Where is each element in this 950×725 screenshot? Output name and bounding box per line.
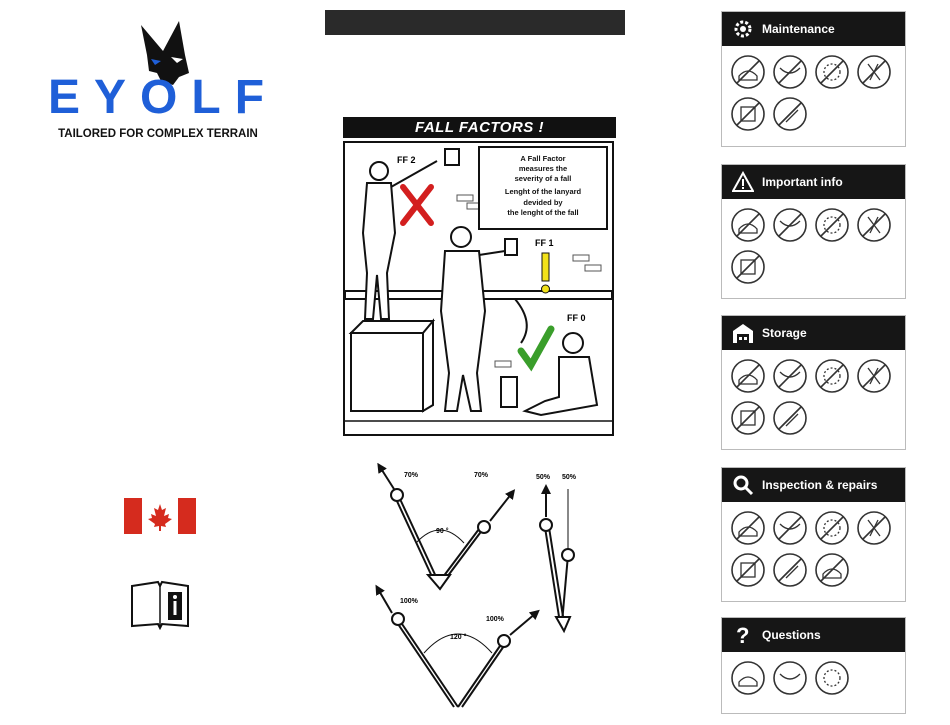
warehouse-icon — [732, 322, 754, 344]
no-sharp-edge-icon — [730, 207, 766, 243]
no-wring-icon — [772, 54, 808, 90]
no-humid-icon — [814, 358, 850, 394]
no-repair-icon — [856, 510, 892, 546]
no-cut-strap-icon — [772, 510, 808, 546]
anchor-angle: 90 ° — [436, 528, 449, 535]
panel-symbols — [722, 502, 905, 598]
panel-inspection-repairs — [721, 467, 906, 602]
anchor-angle: 120 ° — [450, 634, 467, 641]
no-dry-clean-icon — [814, 54, 850, 90]
no-modify-icon — [814, 510, 850, 546]
no-dirt-icon — [772, 358, 808, 394]
anchor-pct: 70% — [474, 472, 489, 479]
no-crush-icon — [856, 358, 892, 394]
anchor-pct: 50% — [562, 474, 577, 481]
no-machine-dry-icon — [730, 96, 766, 132]
page-title — [325, 10, 625, 35]
panel-title: Questions — [762, 628, 821, 642]
panel-title: Important info — [762, 175, 843, 189]
ff2-label: FF 2 — [397, 155, 416, 165]
warning-icon — [732, 171, 754, 193]
panel-symbols — [722, 199, 905, 295]
no-heat-icon — [814, 207, 850, 243]
read-manual-icon — [130, 580, 190, 630]
canada-flag-icon — [124, 498, 196, 534]
store-icon — [730, 660, 766, 696]
panel-header — [722, 618, 905, 652]
no-torn-icon — [772, 552, 808, 588]
anchor-angle-diagrams — [340, 455, 600, 720]
svg-text:?: ? — [736, 624, 750, 646]
no-damage-icon — [730, 510, 766, 546]
panel-header — [722, 165, 905, 199]
no-solvent-icon — [772, 96, 808, 132]
gear-icon — [732, 18, 754, 40]
info-line: severity of a fall — [514, 174, 572, 184]
info-line: A Fall Factor — [520, 154, 566, 163]
panel-symbols — [722, 350, 905, 446]
email-icon — [772, 660, 808, 696]
no-cut-icon — [730, 249, 766, 285]
panel-header — [722, 12, 905, 46]
no-heat-source-icon — [772, 400, 808, 436]
anchor-pct: 50% — [536, 474, 551, 481]
brand-tagline: TAILORED FOR COMPLEX TERRAIN — [58, 128, 258, 140]
hand-wash-icon — [730, 54, 766, 90]
temperature-icon — [730, 400, 766, 436]
panel-header — [722, 316, 905, 350]
panel-maintenance — [721, 11, 906, 147]
anchor-pct: 100% — [400, 598, 418, 605]
panel-title: Storage — [762, 326, 807, 340]
info-line: Lenght of the lanyard — [504, 187, 582, 197]
panel-questions — [721, 617, 906, 714]
anchor-pct: 100% — [486, 616, 504, 623]
question-icon — [732, 624, 754, 646]
magnifier-icon — [732, 474, 754, 496]
no-stretch-icon — [730, 552, 766, 588]
panel-header — [722, 468, 905, 502]
no-bleach-icon — [856, 54, 892, 90]
panel-title: Inspection & repairs — [762, 478, 878, 492]
info-line: devided by — [523, 197, 563, 207]
panel-title: Maintenance — [762, 22, 835, 36]
ff1-label: FF 1 — [535, 238, 554, 248]
no-frayed-icon — [814, 552, 850, 588]
fall-factors-banner: FALL FACTORS ! — [343, 117, 616, 138]
brand-name: EYOLF — [48, 71, 279, 124]
panel-important-info — [721, 164, 906, 299]
no-fire-icon — [772, 207, 808, 243]
ff0-label: FF 0 — [567, 313, 586, 323]
panel-symbols — [722, 46, 905, 142]
panel-storage — [721, 315, 906, 450]
info-line: the lenght of the fall — [507, 207, 579, 217]
anchor-pct: 70% — [404, 472, 419, 479]
no-chemical-icon — [856, 207, 892, 243]
panel-symbols — [722, 652, 905, 706]
package-icon — [814, 660, 850, 696]
fall-factor-info-box — [478, 146, 608, 230]
no-sun-icon — [730, 358, 766, 394]
info-line: measures the — [518, 164, 568, 174]
